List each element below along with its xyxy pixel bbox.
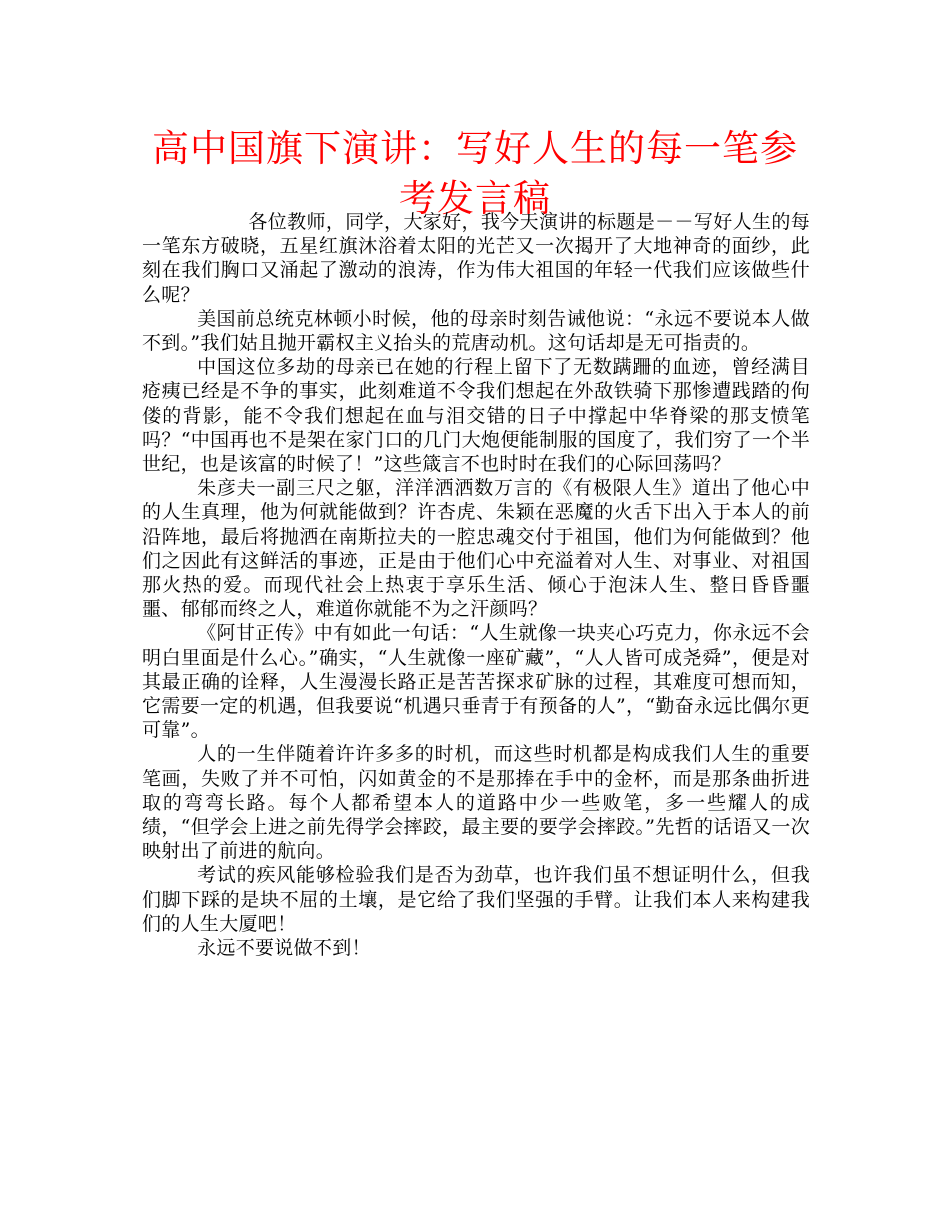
paragraph-closing: 永远不要说做不到！ xyxy=(197,937,371,960)
paragraph-forrest-gump: 《阿甘正传》中有如此一句话：“人生就像一块夹心巧克力，你永远不会明白里面是什么心。”确实，“人生就像一座矿藏”，“人人皆可成尧舜”，便是对其最正确的诠释，人生漫漫长路正是苦苦探求矿脉的过程，其难度可想而知，它需要一定的机遇，但我要说“机遇只垂青于有预备的人”，“勤奋永远比偶尔更可靠”。 xyxy=(142,622,810,742)
paragraph-exam: 考试的疾风能够检验我们是否为劲草，也许我们虽不想证明什么，但我们脚下踩的是块不屈的土壤，是它给了我们坚强的手臂。让我们本人来构建我们的人生大厦吧！ xyxy=(142,864,810,935)
paragraph-greeting: 各位教师，同学，大家好，我今天演讲的标题是－－写好人生的每一笔东方破晓，五星红旗沐浴着太阳的光芒又一次揭开了大地神奇的面纱，此刻在我们胸口又涌起了激动的浪涛，作为伟大祖国的年轻一代我们应该做些什么呢？ xyxy=(142,211,810,306)
paragraph-clinton: 美国前总统克林顿小时候，他的母亲时刻告诫他说：“永远不要说本人做不到。”我们姑且抛开霸权主义抬头的荒唐动机。这句话却是无可指责的。 xyxy=(142,307,810,355)
paragraph-zhu-yanfu: 朱彦夫一副三尺之躯，洋洋洒洒数万言的《有极限人生》道出了他心中的人生真理，他为何就能做到？许杏虎、朱颖在恶魔的火舌下出入于本人的前沿阵地，最后将抛洒在南斯拉夫的一腔忠魂交付于祖国，他们为何能做到？他们之因此有这鲜活的事迹，正是由于他们心中充溢着对人生、对事业、对祖国那火热的爱。而现代社会上热衷于享乐生活、倾心于泡沫人生、整日昏昏噩噩、郁郁而终之人，难道你就能不为之汗颜吗？ xyxy=(142,477,810,621)
paragraph-opportunities: 人的一生伴随着许许多多的时机，而这些时机都是构成我们人生的重要笔画，失败了并不可怕，闪如黄金的不是那捧在手中的金杯，而是那条曲折进取的弯弯长路。每个人都希望本人的道路中少一些败笔，多一些耀人的成绩，“但学会上进之前先得学会摔跤，最主要的要学会摔跤。”先哲的话语又一次映射出了前进的航向。 xyxy=(142,743,810,863)
document-body xyxy=(142,210,810,960)
document-title: 高中国旗下演讲：写好人生的每一笔参考发言稿 xyxy=(152,127,798,220)
paragraph-china-mother: 中国这位多劫的母亲已在她的行程上留下了无数蹒跚的血迹，曾经满目疮痍已经是不争的事实，此刻难道不令我们想起在外敌铁骑下那惨遭践踏的佝偻的背影，能不令我们想起在血与泪交错的日子中撑起中华脊梁的那支愤笔吗？“中国再也不是架在家门口的几门大炮便能制服的国度了，我们穷了一个半世纪，也是该富的时候了！”这些箴言不也时时在我们的心际回荡吗？ xyxy=(142,356,810,476)
